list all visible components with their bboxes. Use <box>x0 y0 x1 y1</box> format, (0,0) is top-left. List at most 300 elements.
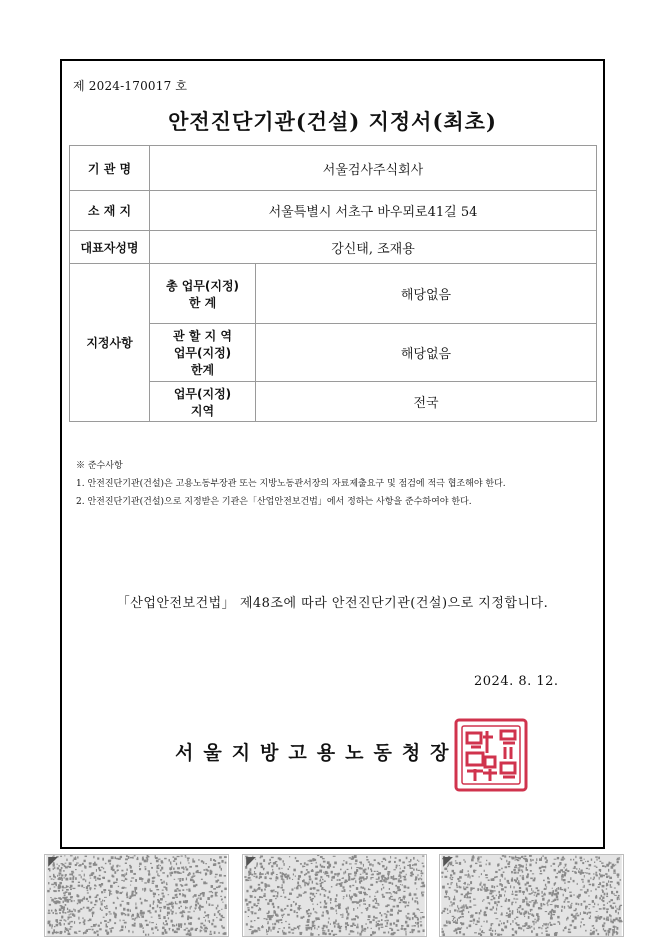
noise-dot <box>593 906 595 907</box>
noise-dot <box>456 885 458 886</box>
noise-dot <box>53 868 54 870</box>
noise-dot <box>68 914 70 915</box>
noise-dot <box>388 892 390 893</box>
noise-dot <box>388 931 389 933</box>
noise-dot <box>324 880 326 881</box>
noise-dot <box>537 916 540 917</box>
noise-dot <box>66 859 67 861</box>
noise-dot <box>455 855 458 857</box>
noise-dot <box>329 891 331 893</box>
noise-dot <box>331 930 333 932</box>
noise-dot <box>151 922 154 923</box>
noise-dot <box>414 893 417 895</box>
noise-dot <box>175 896 178 897</box>
noise-dot <box>50 897 51 898</box>
noise-dot <box>364 869 366 871</box>
noise-dot <box>69 887 71 888</box>
noise-dot <box>124 887 126 888</box>
noise-dot <box>177 888 179 890</box>
noise-dot <box>388 875 389 876</box>
noise-dot <box>562 871 565 872</box>
noise-dot <box>171 920 173 923</box>
noise-dot <box>417 918 419 920</box>
noise-dot <box>266 930 267 932</box>
noise-dot <box>473 899 476 900</box>
noise-dot <box>336 894 338 896</box>
noise-dot <box>104 891 105 892</box>
noise-dot <box>500 920 501 922</box>
noise-dot <box>133 873 136 875</box>
noise-dot <box>139 923 142 924</box>
noise-dot <box>117 897 118 899</box>
noise-dot <box>522 891 525 893</box>
noise-dot <box>78 882 80 883</box>
noise-dot <box>316 889 319 891</box>
noise-dot <box>193 896 194 897</box>
noise-dot <box>173 868 175 870</box>
noise-dot <box>522 865 524 867</box>
noise-dot <box>210 858 211 861</box>
noise-dot <box>618 912 619 915</box>
noise-dot <box>564 901 566 903</box>
noise-dot <box>606 893 608 896</box>
noise-dot <box>140 898 142 900</box>
noise-dot <box>292 879 293 880</box>
noise-dot <box>174 858 177 860</box>
noise-dot <box>573 859 574 861</box>
noise-dot <box>464 874 467 875</box>
noise-dot <box>396 905 399 908</box>
noise-dot <box>608 880 609 882</box>
noise-dot <box>349 894 350 897</box>
noise-dot <box>619 917 621 919</box>
noise-dot <box>189 872 191 873</box>
noise-dot <box>400 928 403 929</box>
noise-dot <box>358 891 359 892</box>
noise-dot <box>468 896 471 898</box>
noise-dot <box>596 929 598 931</box>
noise-dot <box>225 907 227 909</box>
noise-dot <box>416 868 417 870</box>
noise-dot <box>449 863 450 865</box>
noise-dot <box>366 873 368 875</box>
noise-dot <box>120 929 123 931</box>
noise-dot <box>209 933 212 934</box>
noise-dot <box>70 889 72 890</box>
noise-dot <box>599 882 601 885</box>
noise-dot <box>201 906 204 908</box>
noise-dot <box>110 885 113 888</box>
noise-dot <box>148 934 149 936</box>
noise-dot <box>395 857 397 859</box>
noise-dot <box>462 905 463 908</box>
noise-dot <box>280 858 281 859</box>
noise-dot <box>360 886 362 888</box>
noise-dot <box>418 925 419 927</box>
noise-dot <box>517 910 518 913</box>
noise-dot <box>512 910 513 912</box>
noise-dot <box>153 877 155 879</box>
noise-dot <box>328 921 329 923</box>
noise-dot <box>76 894 78 897</box>
noise-dot <box>365 904 366 905</box>
noise-dot <box>501 912 502 914</box>
noise-dot <box>615 864 616 865</box>
noise-dot <box>590 932 592 935</box>
noise-dot <box>276 915 278 917</box>
noise-dot <box>311 900 313 902</box>
noise-dot <box>409 917 410 919</box>
noise-dot <box>188 890 190 892</box>
noise-dot <box>70 896 73 897</box>
noise-dot <box>372 900 374 902</box>
noise-dot <box>56 924 59 926</box>
noise-dot <box>315 872 316 874</box>
noise-dot <box>60 932 61 933</box>
noise-dot <box>474 932 477 933</box>
noise-dot <box>171 872 173 874</box>
noise-dot <box>68 892 71 895</box>
noise-dot <box>62 864 65 866</box>
noise-dot <box>105 930 107 932</box>
noise-dot <box>72 881 74 883</box>
noise-dot <box>312 898 314 899</box>
noise-dot <box>405 905 406 907</box>
noise-dot <box>348 934 350 935</box>
noise-dot <box>372 906 375 909</box>
noise-dot <box>96 895 97 897</box>
noise-dot <box>417 901 418 903</box>
noise-dot <box>598 857 600 860</box>
noise-dot <box>350 885 352 888</box>
noise-dot <box>564 867 565 869</box>
noise-dot <box>535 921 536 923</box>
noise-dot <box>254 903 256 906</box>
noise-dot <box>192 877 193 878</box>
noise-dot <box>500 858 501 859</box>
designation-label: 지정사항 <box>70 264 150 422</box>
noise-dot <box>565 872 566 874</box>
noise-dot <box>65 912 67 914</box>
noise-dot <box>417 923 419 924</box>
noise-dot <box>588 864 591 866</box>
noise-dot <box>580 857 583 859</box>
note-item: 1. 안전진단기관(건설)은 고용노동부장관 또는 지방노동관서장의 자료제출요구 및 점검에 적극 협조해야 한다. <box>76 479 506 489</box>
noise-dot <box>308 860 309 861</box>
noise-dot <box>307 919 310 921</box>
noise-dot <box>419 910 420 911</box>
noise-dot <box>91 908 92 910</box>
noise-dot <box>606 876 608 878</box>
noise-dot <box>333 856 336 857</box>
noise-dot <box>53 901 56 903</box>
noise-dot <box>582 918 584 920</box>
noise-dot <box>548 934 550 937</box>
noise-dot <box>543 880 545 881</box>
noise-dot <box>90 902 92 904</box>
noise-dot <box>78 899 81 901</box>
jurisdiction-limit-label-line1: 관 할 지 역 <box>173 329 232 343</box>
noise-dot <box>166 923 168 926</box>
noise-dot <box>378 920 381 921</box>
noise-dot <box>267 915 270 918</box>
noise-dot <box>177 856 180 857</box>
noise-dot <box>357 907 358 909</box>
noise-dot <box>540 908 542 910</box>
noise-dot <box>468 911 469 913</box>
noise-dot <box>254 867 256 869</box>
noise-dot <box>452 870 454 872</box>
noise-dot <box>266 884 268 886</box>
noise-dot <box>348 873 349 876</box>
noise-dot <box>450 874 452 876</box>
noise-dot <box>148 873 150 875</box>
noise-dot <box>519 911 520 914</box>
noise-dot <box>206 928 208 929</box>
noise-dot <box>603 918 605 920</box>
noise-dot <box>561 906 563 908</box>
noise-dot <box>411 925 413 926</box>
noise-dot <box>530 878 533 880</box>
noise-dot <box>341 882 343 883</box>
noise-dot <box>195 904 197 907</box>
noise-dot <box>208 916 209 918</box>
noise-dot <box>583 912 586 914</box>
noise-dot <box>152 907 154 909</box>
noise-dot <box>612 922 614 924</box>
noise-dot <box>84 874 85 877</box>
noise-dot <box>186 868 188 870</box>
noise-dot <box>393 922 395 924</box>
noise-dot <box>515 894 518 896</box>
noise-dot <box>307 913 309 915</box>
noise-dot <box>331 879 333 881</box>
noise-dot <box>546 886 547 887</box>
noise-dot <box>99 928 101 930</box>
noise-dot <box>64 855 65 856</box>
noise-dot <box>77 856 78 858</box>
noise-dot <box>206 901 207 904</box>
noise-dot <box>414 916 415 917</box>
noise-dot <box>360 874 362 875</box>
noise-dot <box>313 887 316 889</box>
noise-dot <box>160 898 163 900</box>
noise-dot <box>582 881 583 883</box>
noise-dot <box>398 880 400 883</box>
noise-dot <box>203 881 206 884</box>
noise-dot <box>591 859 592 861</box>
noise-dot <box>459 886 460 888</box>
noise-dot <box>294 887 295 888</box>
noise-dot <box>620 879 622 880</box>
noise-dot <box>93 856 94 859</box>
noise-dot <box>177 872 180 874</box>
noise-dot <box>175 883 177 885</box>
noise-dot <box>156 860 159 863</box>
noise-dot <box>480 910 481 912</box>
noise-dot <box>106 923 107 926</box>
noise-dot <box>528 885 531 887</box>
noise-dot <box>201 879 203 880</box>
noise-dot <box>74 909 75 912</box>
noise-dot <box>205 920 206 922</box>
noise-dot <box>527 874 528 877</box>
noise-dot <box>135 903 136 906</box>
noise-dot <box>406 917 407 919</box>
noise-dot <box>178 925 180 928</box>
noise-dot <box>264 893 266 894</box>
noise-dot <box>129 865 131 866</box>
noise-dot <box>214 926 217 928</box>
noise-dot <box>308 916 310 917</box>
noise-dot <box>48 910 50 912</box>
noise-dot <box>306 882 308 884</box>
noise-dot <box>351 867 352 869</box>
noise-dot <box>278 857 281 859</box>
noise-dot <box>171 913 173 915</box>
noise-dot <box>176 885 178 886</box>
noise-dot <box>570 895 572 897</box>
noise-dot <box>214 931 216 934</box>
noise-dot <box>113 882 115 884</box>
noise-dot <box>307 871 309 873</box>
noise-dot <box>142 857 143 859</box>
noise-dot <box>420 917 421 920</box>
noise-dot <box>486 887 488 889</box>
noise-dot <box>297 882 299 885</box>
noise-dot <box>107 922 109 923</box>
noise-dot <box>416 897 418 898</box>
noise-dot <box>457 905 458 908</box>
noise-dot <box>590 930 591 931</box>
noise-dot <box>312 921 315 924</box>
noise-dot <box>268 873 269 874</box>
noise-dot <box>140 910 142 912</box>
noise-dot <box>532 873 534 874</box>
noise-dot <box>210 895 212 897</box>
region-label-line2: 지역 <box>190 403 215 418</box>
noise-dot <box>162 932 165 935</box>
noise-dot <box>101 891 103 893</box>
noise-dot <box>547 923 548 925</box>
noise-dot <box>595 856 598 857</box>
noise-dot <box>204 930 207 932</box>
noise-dot <box>144 888 146 891</box>
noise-dot <box>599 873 600 875</box>
noise-dot <box>70 855 73 856</box>
noise-dot <box>74 857 77 860</box>
noise-dot <box>170 874 172 876</box>
noise-dot <box>377 891 379 893</box>
noise-dot <box>310 913 312 915</box>
noise-dot <box>542 925 543 926</box>
noise-dot <box>161 867 163 870</box>
noise-dot <box>584 891 585 893</box>
noise-dot <box>162 872 165 873</box>
noise-dot <box>579 868 580 869</box>
noise-dot <box>387 911 390 912</box>
noise-dot <box>612 929 615 931</box>
noise-dot <box>581 921 582 923</box>
noise-dot <box>281 909 283 912</box>
noise-dot <box>296 912 298 913</box>
noise-dot <box>331 886 332 887</box>
noise-dot <box>513 886 514 888</box>
noise-dot <box>507 863 509 865</box>
noise-dot <box>612 864 614 867</box>
noise-dot <box>257 917 259 919</box>
noise-dot <box>368 867 369 869</box>
noise-dot <box>531 930 533 932</box>
noise-dot <box>58 886 61 888</box>
noise-dot <box>533 880 534 881</box>
noise-dot <box>306 864 308 866</box>
noise-dot <box>200 897 202 900</box>
noise-dot <box>273 895 276 897</box>
noise-dot <box>197 902 198 905</box>
compliance-notes <box>76 457 506 511</box>
noise-dot <box>268 884 269 885</box>
noise-dot <box>68 934 70 935</box>
noise-dot <box>335 905 336 907</box>
noise-dot <box>83 921 85 923</box>
noise-dot <box>354 875 356 876</box>
noise-dot <box>477 861 478 862</box>
noise-dot <box>116 891 119 894</box>
noise-dot <box>470 917 471 918</box>
noise-dot <box>463 933 465 935</box>
jurisdiction-limit-value: 해당없음 <box>256 324 597 382</box>
noise-dot <box>216 907 218 909</box>
noise-dot <box>266 913 268 914</box>
noise-dot <box>206 915 208 916</box>
noise-dot <box>263 868 264 870</box>
noise-dot <box>132 891 134 893</box>
noise-dot <box>82 879 84 881</box>
noise-dot <box>470 920 473 922</box>
noise-dot <box>413 857 415 860</box>
noise-dot <box>507 920 509 923</box>
noise-dot <box>268 863 270 865</box>
noise-dot <box>289 877 291 879</box>
noise-dot <box>501 868 503 870</box>
noise-dot <box>224 888 226 890</box>
noise-dot <box>590 877 591 879</box>
noise-dot <box>370 934 372 936</box>
noise-dot <box>531 892 533 893</box>
noise-dot <box>53 879 54 880</box>
noise-dot <box>121 880 123 881</box>
noise-dot <box>449 887 451 888</box>
noise-dot <box>561 909 562 912</box>
noise-dot <box>577 915 579 917</box>
noise-dot <box>412 898 413 901</box>
noise-dot <box>510 923 511 925</box>
noise-dot <box>617 898 618 901</box>
noise-dot <box>249 929 252 930</box>
noise-dot <box>466 906 469 909</box>
noise-dot <box>386 922 388 925</box>
noise-dot <box>530 909 533 911</box>
jurisdiction-limit-label-line3: 한계 <box>190 363 215 377</box>
noise-dot <box>552 890 554 893</box>
noise-dot <box>550 904 553 905</box>
noise-dot <box>362 887 364 889</box>
noise-dot <box>406 857 408 859</box>
noise-dot <box>588 880 590 883</box>
noise-dot <box>322 879 323 880</box>
noise-dot <box>536 887 538 889</box>
